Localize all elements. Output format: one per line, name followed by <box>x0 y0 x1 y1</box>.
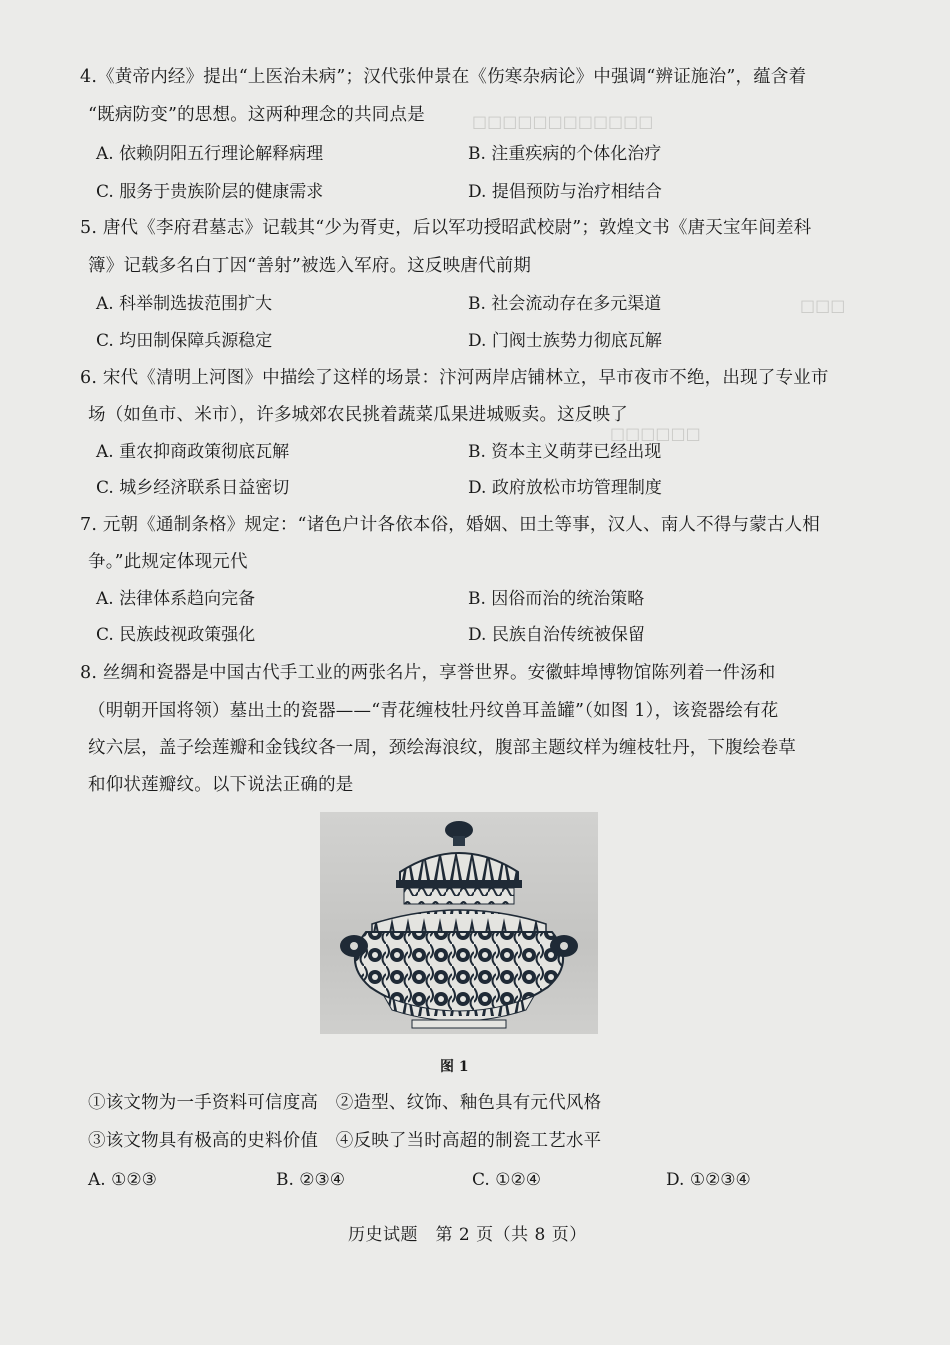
q6-option-b[interactable]: B. 资本主义萌芽已经出现 <box>468 442 662 462</box>
q7-stem-line1: 7. 元朝《通制条格》规定：“诸色户计各依本俗，婚姻、田土等事，汉人、南人不得与蒙古人相 <box>80 515 821 535</box>
q8-statement-1-2: ①该文物为一手资料可信度高 ②造型、纹饰、釉色具有元代风格 <box>88 1093 602 1113</box>
q5-option-b[interactable]: B. 社会流动存在多元渠道 <box>468 294 662 314</box>
q8-statement-3-4: ③该文物具有极高的史料价值 ④反映了当时高超的制瓷工艺水平 <box>88 1131 602 1151</box>
q6-option-c[interactable]: C. 城乡经济联系日益密切 <box>96 478 290 498</box>
q8-stem-line2: （明朝开国将领）墓出土的瓷器——“青花缠枝牡丹纹兽耳盖罐”（如图 1），该瓷器绘有花 <box>88 701 779 721</box>
q7-option-c[interactable]: C. 民族歧视政策强化 <box>96 625 256 645</box>
q8-stem-line1: 8. 丝绸和瓷器是中国古代手工业的两张名片，享誉世界。安徽蚌埠博物馆陈列着一件汤和 <box>80 663 776 683</box>
bleed-through-text: □□□ <box>800 296 846 315</box>
q6-stem-line2: 场（如鱼市、米市），许多城郊农民挑着蔬菜瓜果进城贩卖。这反映了 <box>88 405 628 425</box>
q6-stem-line1: 6. 宋代《清明上河图》中描绘了这样的场景：汴河两岸店铺林立，早市夜市不绝，出现了专业市 <box>80 368 829 388</box>
q8-option-a[interactable]: A. ①②③ <box>88 1170 157 1190</box>
q4-stem-line2: “既病防变”的思想。这两种理念的共同点是 <box>88 105 425 125</box>
q8-option-b[interactable]: B. ②③④ <box>276 1170 346 1190</box>
page-footer: 历史试题 第 2 页（共 8 页） <box>348 1225 587 1245</box>
q7-stem-line2: 争。”此规定体现元代 <box>88 552 248 572</box>
porcelain-jar-photo <box>320 812 598 1034</box>
q5-stem-line2: 簿》记载多名白丁因“善射”被选入军府。这反映唐代前期 <box>88 256 532 276</box>
q8-stem-line4: 和仰状莲瓣纹。以下说法正确的是 <box>88 775 354 795</box>
figure-caption: 图 1 <box>440 1059 469 1075</box>
porcelain-jar-illustration <box>320 812 598 1034</box>
q5-stem-line1: 5. 唐代《李府君墓志》记载其“少为胥吏，后以军功授昭武校尉”；敦煌文书《唐天宝年间差科 <box>80 218 812 238</box>
q4-option-d[interactable]: D. 提倡预防与治疗相结合 <box>468 182 662 202</box>
q7-option-b[interactable]: B. 因俗而治的统治策略 <box>468 589 645 609</box>
q8-option-d[interactable]: D. ①②③④ <box>666 1170 751 1190</box>
q5-option-d[interactable]: D. 门阀士族势力彻底瓦解 <box>468 331 662 351</box>
q6-option-d[interactable]: D. 政府放松市坊管理制度 <box>468 478 662 498</box>
q4-option-b[interactable]: B. 注重疾病的个体化治疗 <box>468 144 662 164</box>
bleed-through-text: □□□□□□□□□□□□ <box>472 112 654 131</box>
q7-option-d[interactable]: D. 民族自治传统被保留 <box>468 625 645 645</box>
bleed-through-text: □□□□□□ <box>610 424 701 443</box>
q4-option-c[interactable]: C. 服务于贵族阶层的健康需求 <box>96 182 324 202</box>
q7-option-a[interactable]: A. 法律体系趋向完备 <box>96 589 256 609</box>
q5-option-c[interactable]: C. 均田制保障兵源稳定 <box>96 331 273 351</box>
q8-option-c[interactable]: C. ①②④ <box>472 1170 541 1190</box>
q4-stem-line1: 4.《黄帝内经》提出“上医治未病”；汉代张仲景在《伤寒杂病论》中强调“辨证施治”，蕴含着 <box>80 67 807 87</box>
q4-option-a[interactable]: A. 依赖阴阳五行理论解释病理 <box>96 144 324 164</box>
q5-option-a[interactable]: A. 科举制选拔范围扩大 <box>96 294 273 314</box>
q6-option-a[interactable]: A. 重农抑商政策彻底瓦解 <box>96 442 290 462</box>
q8-stem-line3: 纹六层，盖子绘莲瓣和金钱纹各一周，颈绘海浪纹，腹部主题纹样为缠枝牡丹，下腹绘卷草 <box>88 738 796 758</box>
